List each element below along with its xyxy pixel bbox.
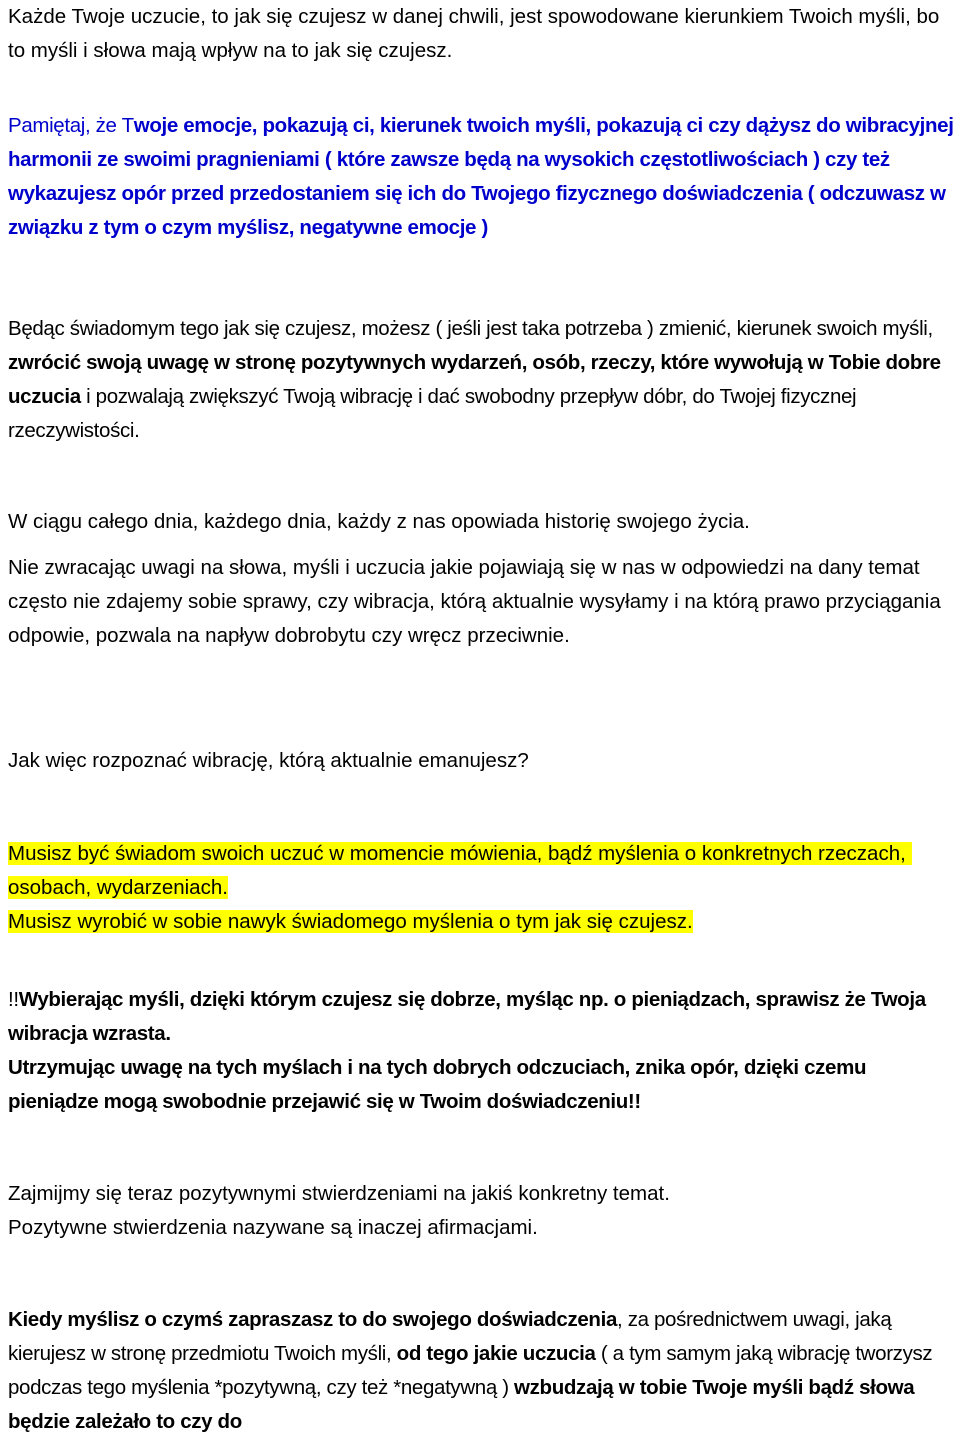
text-run-bold: Kiedy myślisz o czymś zapraszasz to do swojego doświadczenia (8, 1308, 618, 1331)
text-run-bold: od tego jakie uczucia (396, 1342, 596, 1365)
text-run: Każde Twoje uczucie, to jak się czujesz w danej chwili, jest spowodowane kierunkiem Twoich myśli, bo to myśli i słowa mają wpływ na to jak się czujesz. (8, 5, 945, 62)
text-run: Nie zwracając uwagi na słowa, myśli i uczucia jakie pojawiają się w nas w odpowiedzi na dany temat często nie zdajemy sobie sprawy, czy wibracja, którą aktualnie wysyłamy i na którą prawo przyciągania odpowie, pozwala na napływ dobrobytu czy wręcz przeciwnie. (8, 556, 947, 647)
paragraph-awareness (8, 312, 958, 448)
text-run: Jak więc rozpoznać wibrację, którą aktualnie emanujesz? (8, 749, 529, 772)
text-run: , za pośrednictwem uwagi, jaką kierujesz w stronę przedmiotu Twoich myśli, (8, 1308, 897, 1365)
paragraph-invitation (8, 1303, 958, 1439)
paragraph-choosing-thoughts (8, 983, 958, 1119)
text-run: Zajmijmy się teraz pozytywnymi stwierdzeniami na jakiś konkretny temat. Pozytywne stwierdzenia nazywane są inaczej afirmacjami. (8, 1182, 670, 1239)
highlighted-text: Musisz być świadom swoich uczuć w momencie mówienia, bądź myślenia o konkretnych rzeczach, osobach, wydarzeniach. (8, 842, 912, 899)
text-run-bold: Wybierając myśli, dzięki którym czujesz się dobrze, myśląc np. o pieniądzach, sprawisz że Twoja wibracja wzrasta. Utrzymując uwagę na tych myślach i na tych dobrych odczuciach, znika opór, dzięki czemu pieniądze mogą swobodnie przejawić się w Twoim doświadczeniu!! (8, 988, 926, 1113)
text-run-bold: zwrócić swoją uwagę w stronę pozytywnych wydarzeń, osób, rzeczy, które wywołują w Tobie dobre uczucia (8, 351, 947, 408)
paragraph-vibration (8, 551, 958, 653)
text-run-blue-bold: woje emocje, pokazują ci, kierunek twoich myśli, pokazują ci czy dążysz do wibracyjnej harmonii ze swoimi pragnieniami ( które zawsze będą na wysokich częstotliwościach ) czy też wykazujesz opór przed przedostaniem się ich do Twojego fizycznego doświadczenia ( odczuwasz w związku z tym o czym myślisz, negatywne emocje ) (8, 114, 959, 239)
paragraph-affirmations (8, 1177, 958, 1245)
paragraph-life-story (8, 505, 958, 539)
text-run: Będąc świadomym tego jak się czujesz, możesz ( jeśli jest taka potrzeba ) zmienić, kierunek swoich myśli, (8, 317, 939, 340)
paragraph-question (8, 744, 958, 778)
text-run-blue: Pamiętaj, że T (8, 114, 134, 137)
text-run: i pozwalają zwiększyć Twoją wibrację i dać swobodny przepływ dóbr, do Twojej fizycznej rzeczywistości. (8, 385, 862, 442)
paragraph-highlighted (8, 837, 958, 939)
paragraph-feelings-intro (8, 0, 958, 68)
highlighted-text: Musisz wyrobić w sobie nawyk świadomego myślenia o tym jak się czujesz. (8, 910, 693, 933)
paragraph-emotions-blue (8, 109, 958, 245)
text-run: ( a tym samym jaką wibrację tworzysz podczas tego myślenia *pozytywną, czy też *negatywną ) (8, 1342, 938, 1399)
text-run-bold: wzbudzają w tobie Twoje myśli bądź słowa będzie zależało to czy do (8, 1376, 920, 1433)
text-run: !! (8, 988, 19, 1011)
text-run: W ciągu całego dnia, każdego dnia, każdy z nas opowiada historię swojego życia. (8, 510, 750, 533)
